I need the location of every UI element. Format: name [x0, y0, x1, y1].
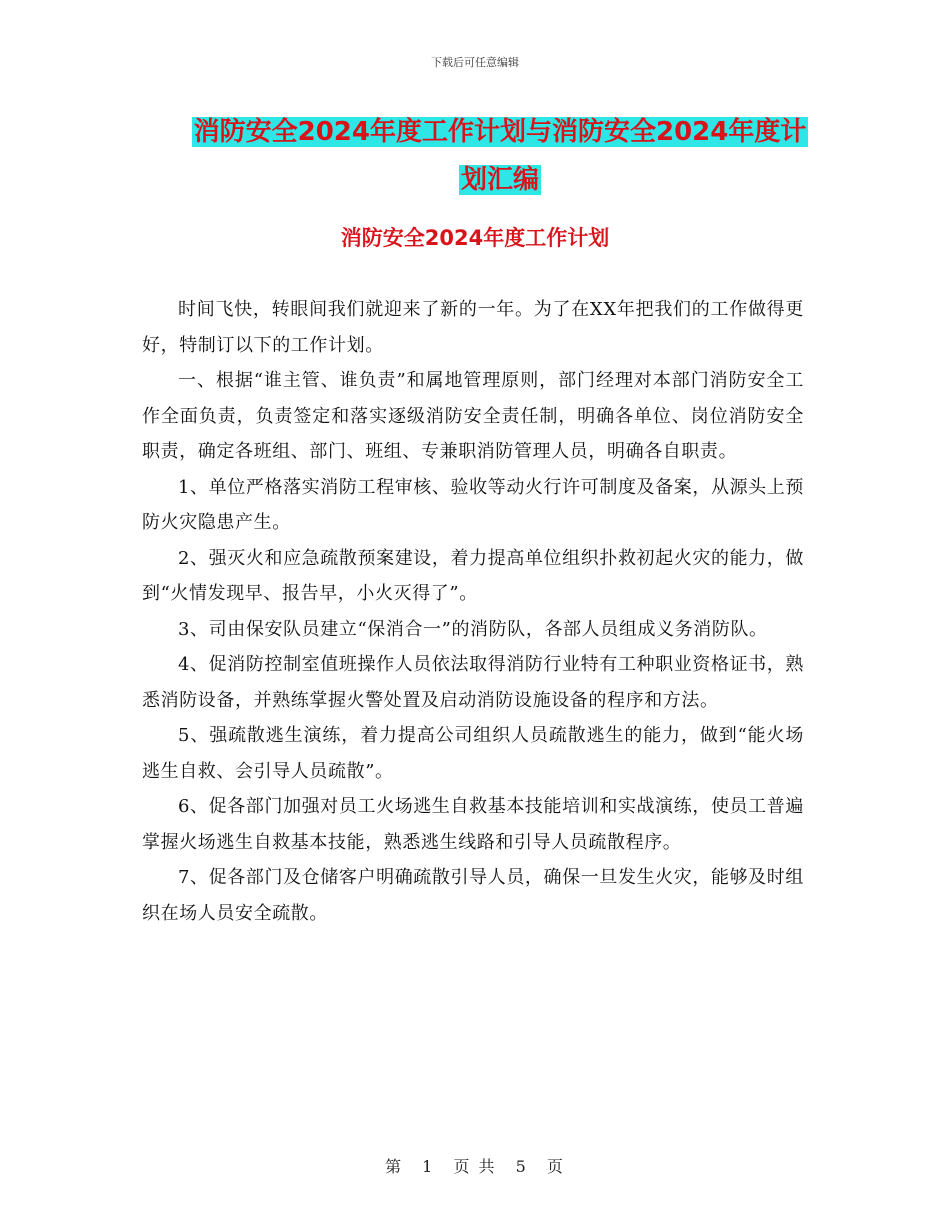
paragraph-responsibility: 一、根据“谁主管、谁负责”和属地管理原则，部门经理对本部门消防安全工作全面负责，负责签定和落实逐级消防安全责任制，明确各单位、岗位消防安全职责，确定各班组、部门、班组、专兼职消防管理人员，明确各自职责。 [142, 370, 804, 462]
header-note: 下载后可任意编辑 [431, 56, 519, 69]
document-title [150, 108, 850, 204]
footer-total-pages: 5 [515, 1157, 528, 1176]
paragraph-item-2: 2、强灭火和应急疏散预案建设，着力提高单位组织扑救初起火灾的能力，做到“火情发现早、报告早，小火灭得了”。 [142, 547, 804, 604]
paragraph-item-5: 5、强疏散逃生演练，着力提高公司组织人员疏散逃生的能力，做到“能火场逃生自救、会引导人员疏散”。 [142, 725, 804, 782]
paragraph-item-6: 6、促各部门加强对员工火场逃生自救基本技能培训和实战演练，使员工普遍掌握火场逃生自救基本技能，熟悉逃生线路和引导人员疏散程序。 [142, 796, 804, 853]
document-title-line-2: 划汇编 [460, 165, 539, 195]
footer-page-number: 1 [422, 1157, 435, 1176]
document-title-line-1: 消防安全2024年度工作计划与消防安全2024年度计 [193, 117, 807, 147]
page-footer [0, 1154, 950, 1177]
paragraph-item-4: 4、促消防控制室值班操作人员依法取得消防行业特有工种职业资格证书，熟悉消防设备，并熟练掌握火警处置及启动消防设施设备的程序和方法。 [142, 654, 804, 711]
paragraph-intro: 时间飞快，转眼间我们就迎来了新的一年。为了在XX年把我们的工作做得更好，特制订以下的工作计划。 [142, 299, 804, 356]
paragraph-item-7: 7、促各部门及仓储客户明确疏散引导人员，确保一旦发生火灾，能够及时组织在场人员安全疏散。 [142, 867, 804, 924]
body-text [142, 292, 804, 931]
section-title: 消防安全2024年度工作计划 [340, 226, 610, 250]
footer-middle: 页 共 [453, 1157, 497, 1176]
footer-prefix: 第 [385, 1157, 404, 1176]
footer-suffix: 页 [546, 1157, 565, 1176]
paragraph-item-1: 1、单位严格落实消防工程审核、验收等动火行许可制度及备案，从源头上预防火灾隐患产生。 [142, 476, 804, 533]
paragraph-item-3: 3、司由保安队员建立“保消合一”的消防队，各部人员组成义务消防队。 [178, 618, 768, 640]
